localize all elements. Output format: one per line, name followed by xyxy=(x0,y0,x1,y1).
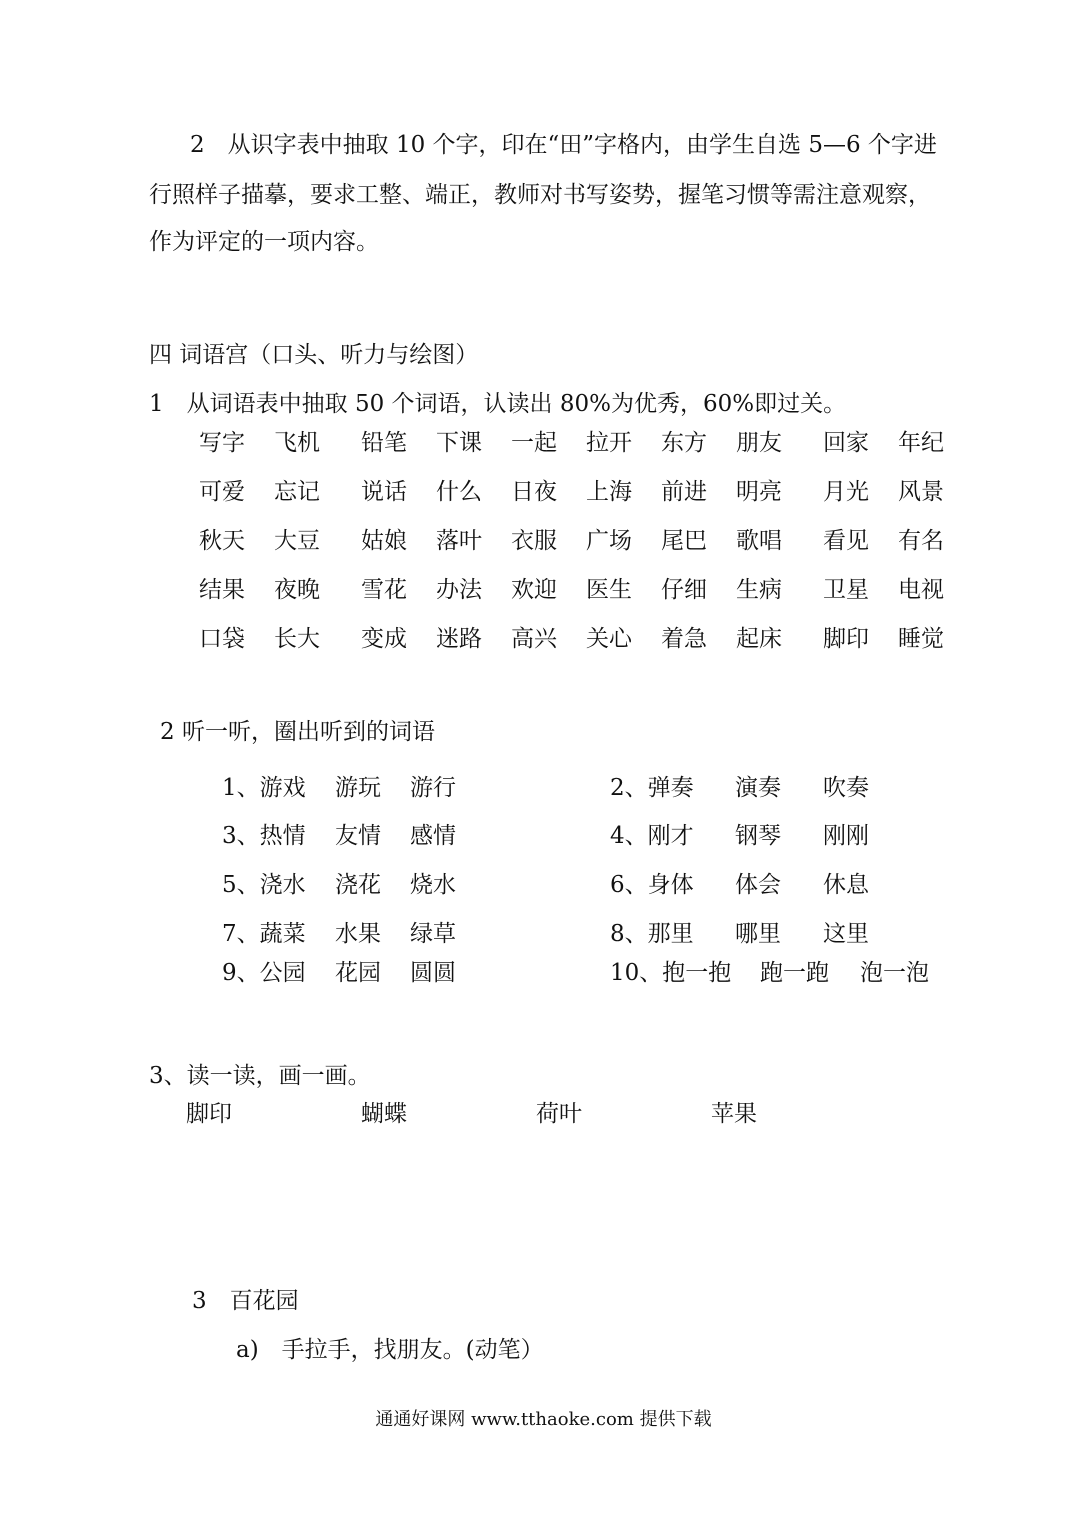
word-cell: 夜晚 xyxy=(274,577,320,603)
word-cell: 迷路 xyxy=(436,626,482,652)
item-2-text: 2 听一听，圈出听到的词语 xyxy=(160,719,435,745)
footer-text: 通通好课网 www.tthaoke.com 提供下载 xyxy=(375,1409,712,1430)
word-cell: 尾巴 xyxy=(661,528,707,554)
garden-title: 3 百花园 xyxy=(192,1288,299,1314)
word-cell: 铅笔 xyxy=(361,430,407,456)
word-cell: 什么 xyxy=(436,479,482,505)
listen-option: 友情 xyxy=(335,823,381,849)
word-cell: 落叶 xyxy=(436,528,482,554)
listen-option: 花园 xyxy=(335,960,381,986)
word-cell: 前进 xyxy=(661,479,707,505)
word-cell: 有名 xyxy=(898,528,944,554)
word-cell: 睡觉 xyxy=(898,626,944,652)
word-cell: 写字 xyxy=(199,430,245,456)
listen-option: 烧水 xyxy=(410,872,456,898)
listen-option: 感情 xyxy=(410,823,456,849)
word-cell: 年纪 xyxy=(898,430,944,456)
listen-item-label: 2、弹奏 xyxy=(610,775,694,801)
listen-option: 休息 xyxy=(823,872,869,898)
word-cell: 日夜 xyxy=(511,479,557,505)
word-cell: 上海 xyxy=(586,479,632,505)
listen-option: 演奏 xyxy=(735,775,781,801)
word-cell: 拉开 xyxy=(586,430,632,456)
listen-item-label: 9、公园 xyxy=(222,960,306,986)
word-cell: 看见 xyxy=(823,528,869,554)
word-cell: 办法 xyxy=(436,577,482,603)
listen-item-label: 4、刚才 xyxy=(610,823,694,849)
listen-option: 浇花 xyxy=(335,872,381,898)
listen-option: 游玩 xyxy=(335,775,381,801)
word-cell: 高兴 xyxy=(511,626,557,652)
word-cell: 仔细 xyxy=(661,577,707,603)
word-cell: 衣服 xyxy=(511,528,557,554)
word-cell: 变成 xyxy=(361,626,407,652)
word-cell: 姑娘 xyxy=(361,528,407,554)
garden-sub-a: a) 手拉手，找朋友。(动笔） xyxy=(236,1337,544,1363)
listen-option: 吹奏 xyxy=(823,775,869,801)
listen-option: 跑一跑 xyxy=(760,960,829,986)
listen-option: 绿草 xyxy=(410,921,456,947)
word-cell: 可爱 xyxy=(199,479,245,505)
word-cell: 东方 xyxy=(661,430,707,456)
word-cell: 风景 xyxy=(898,479,944,505)
word-cell: 忘记 xyxy=(274,479,320,505)
listen-item-label: 8、那里 xyxy=(610,921,694,947)
word-cell: 大豆 xyxy=(274,528,320,554)
listen-option: 钢琴 xyxy=(735,823,781,849)
para-line-2: 行照样子描摹，要求工整、端正，教师对书写姿势，握笔习惯等需注意观察， xyxy=(149,182,931,208)
word-cell: 长大 xyxy=(274,626,320,652)
word-cell: 着急 xyxy=(661,626,707,652)
listen-option: 游行 xyxy=(410,775,456,801)
listen-item-label: 10、抱一抱 xyxy=(610,960,732,986)
word-cell: 下课 xyxy=(436,430,482,456)
draw-word-2: 蝴蝶 xyxy=(361,1101,407,1127)
word-cell: 起床 xyxy=(736,626,782,652)
word-cell: 结果 xyxy=(199,577,245,603)
listen-item-label: 6、身体 xyxy=(610,872,694,898)
word-cell: 明亮 xyxy=(736,479,782,505)
word-cell: 歌唱 xyxy=(736,528,782,554)
listen-option: 水果 xyxy=(335,921,381,947)
listen-item-label: 5、浇水 xyxy=(222,872,306,898)
listen-option: 哪里 xyxy=(735,921,781,947)
word-cell: 关心 xyxy=(586,626,632,652)
word-cell: 脚印 xyxy=(823,626,869,652)
listen-option: 刚刚 xyxy=(823,823,869,849)
draw-word-3: 荷叶 xyxy=(536,1101,582,1127)
listen-option: 这里 xyxy=(823,921,869,947)
section-title: 四 词语宫（口头、听力与绘图） xyxy=(149,342,479,368)
word-cell: 朋友 xyxy=(736,430,782,456)
item-1-text: 1 从词语表中抽取 50 个词语，认读出 80%为优秀，60%即过关。 xyxy=(149,391,847,417)
word-cell: 月光 xyxy=(823,479,869,505)
listen-item-label: 3、热情 xyxy=(222,823,306,849)
para-line-1: 2 从识字表中抽取 10 个字，印在“田”字格内，由学生自选 5—6 个字进 xyxy=(190,132,937,158)
word-cell: 电视 xyxy=(898,577,944,603)
para-line-3: 作为评定的一项内容。 xyxy=(149,229,379,255)
listen-option: 圆圆 xyxy=(410,960,456,986)
draw-word-1: 脚印 xyxy=(186,1101,232,1127)
word-cell: 卫星 xyxy=(823,577,869,603)
word-cell: 雪花 xyxy=(361,577,407,603)
word-cell: 一起 xyxy=(511,430,557,456)
word-cell: 秋天 xyxy=(199,528,245,554)
listen-item-label: 1、游戏 xyxy=(222,775,306,801)
item-3-text: 3、读一读，画一画。 xyxy=(149,1063,371,1089)
word-cell: 口袋 xyxy=(199,626,245,652)
word-cell: 回家 xyxy=(823,430,869,456)
word-cell: 广场 xyxy=(586,528,632,554)
word-cell: 生病 xyxy=(736,577,782,603)
word-cell: 医生 xyxy=(586,577,632,603)
word-cell: 飞机 xyxy=(274,430,320,456)
word-cell: 欢迎 xyxy=(511,577,557,603)
listen-option: 体会 xyxy=(735,872,781,898)
listen-option: 泡一泡 xyxy=(860,960,929,986)
listen-item-label: 7、蔬菜 xyxy=(222,921,306,947)
draw-word-4: 苹果 xyxy=(711,1101,757,1127)
word-cell: 说话 xyxy=(361,479,407,505)
